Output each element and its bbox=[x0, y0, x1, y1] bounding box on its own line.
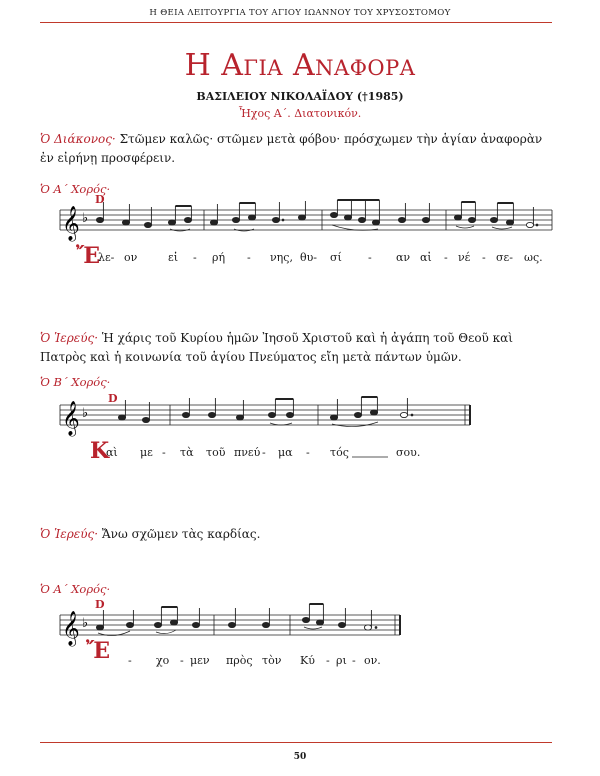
svg-text:-: - bbox=[352, 654, 356, 667]
svg-text:ον.: ον. bbox=[364, 654, 381, 667]
svg-text:Κύ: Κύ bbox=[300, 654, 315, 667]
svg-text:μα: μα bbox=[278, 446, 293, 459]
svg-text:ον: ον bbox=[124, 251, 138, 264]
speaker-label: Ὁ Διάκονος· bbox=[40, 132, 116, 146]
exclamation-text: Στῶμεν καλῶς· στῶμεν μετὰ φόβου· πρόσχωμεν τὴν ἁγίαν ἀναφορὰν ἐν εἰρήνῃ προσφέρειν. bbox=[40, 132, 543, 165]
mode-label: Ἦχος Α΄. Διατονικόν. bbox=[238, 107, 362, 120]
svg-text:-: - bbox=[368, 251, 372, 264]
page-number: 50 bbox=[293, 752, 307, 762]
svg-text:σου.: σου. bbox=[396, 446, 421, 459]
svg-text:μεν: μεν bbox=[190, 654, 210, 667]
svg-text:αἰ: αἰ bbox=[420, 251, 432, 264]
sursum-corda-text: Ἄνω σχῶμεν τὰς καρδίας. bbox=[98, 527, 261, 541]
priest-blessing bbox=[40, 329, 556, 367]
treble-clef-icon: 𝄞 bbox=[62, 611, 80, 646]
svg-text:ως.: ως. bbox=[524, 251, 543, 264]
svg-text:σε-: σε- bbox=[496, 251, 513, 264]
notes-3 bbox=[96, 604, 377, 630]
svg-text:τὰ: τὰ bbox=[180, 446, 194, 459]
drop-cap-1: Ἔ bbox=[76, 243, 101, 269]
svg-text:τός: τός bbox=[330, 446, 349, 459]
staff-1 bbox=[0, 195, 600, 275]
mode-mark: D bbox=[108, 392, 118, 405]
svg-text:αν: αν bbox=[396, 251, 411, 264]
svg-text:τοῦ: τοῦ bbox=[206, 446, 226, 459]
lyrics-3 bbox=[128, 654, 381, 667]
running-header: Η ΘΕΙΑ ΛΕΙΤΟΥΡΓΙΑ ΤΟΥ ΑΓΙΟΥ ΙΩΑΝΝΟΥ ΤΟΥ ΧΡΥΣΟΣΤΟΜΟΥ bbox=[149, 8, 451, 18]
speaker-label: Ὁ Ἱερεύς· bbox=[40, 331, 99, 345]
flat-icon: ♭ bbox=[82, 406, 89, 421]
svg-text:-: - bbox=[180, 654, 184, 667]
svg-text:-: - bbox=[444, 251, 448, 264]
drop-cap-2: Κ bbox=[90, 438, 110, 464]
svg-text:-: - bbox=[482, 251, 486, 264]
speaker-label: Ὁ Ἱερεύς· bbox=[40, 527, 99, 541]
mode-mark: D bbox=[95, 193, 105, 206]
page-title: Η Αγια Αναφορα bbox=[184, 48, 416, 83]
lyrics-1 bbox=[98, 251, 543, 264]
choir-label-3: Ὁ Α΄ Χορός· bbox=[40, 582, 111, 596]
notes-1 bbox=[96, 200, 537, 228]
svg-text:-: - bbox=[193, 251, 197, 264]
flat-icon: ♭ bbox=[82, 616, 89, 631]
svg-text:νέ: νέ bbox=[458, 251, 471, 264]
svg-text:-: - bbox=[162, 446, 166, 459]
footer-rule bbox=[40, 742, 552, 743]
svg-text:θυ-: θυ- bbox=[300, 251, 318, 264]
svg-text:πρὸς: πρὸς bbox=[226, 654, 253, 667]
svg-text:σί: σί bbox=[330, 251, 342, 264]
svg-text:-: - bbox=[262, 446, 266, 459]
svg-text:-: - bbox=[306, 446, 310, 459]
choir-label-1: Ὁ Α΄ Χορός· bbox=[40, 182, 111, 196]
svg-text:χο: χο bbox=[156, 654, 170, 667]
drop-cap-3: Ἔ bbox=[86, 638, 111, 664]
svg-text:με: με bbox=[140, 446, 153, 459]
choir-label-2: Ὁ Β΄ Χορός· bbox=[40, 375, 111, 389]
staff-3 bbox=[0, 600, 600, 680]
composer: ΒΑΣΙΛΕΙΟΥ ΝΙΚΟΛΑΪΔΟΥ (†1985) bbox=[196, 90, 404, 103]
svg-text:τὸν: τὸν bbox=[262, 654, 282, 667]
svg-text:εἰ: εἰ bbox=[168, 251, 179, 264]
treble-clef-icon: 𝄞 bbox=[62, 401, 80, 436]
blessing-text: Ἡ χάρις τοῦ Κυρίου ἡμῶν Ἰησοῦ Χριστοῦ καὶ ἡ ἀγάπη τοῦ Θεοῦ καὶ Πατρὸς καὶ ἡ κοινωνία τοῦ ἁγίου Πνεύματος εἴη μετὰ πάντων ὑμῶν. bbox=[40, 331, 513, 364]
treble-clef-icon: 𝄞 bbox=[62, 206, 80, 241]
svg-text:-: - bbox=[326, 654, 330, 667]
staff-2 bbox=[0, 390, 600, 470]
svg-text:λε-: λε- bbox=[98, 251, 115, 264]
priest-sursum-corda bbox=[40, 525, 556, 544]
svg-text:ρή: ρή bbox=[212, 251, 226, 264]
svg-text:νης,: νης, bbox=[270, 251, 293, 264]
svg-text:-: - bbox=[247, 251, 251, 264]
header-rule bbox=[40, 22, 552, 23]
mode-mark: D bbox=[95, 598, 105, 611]
svg-text:-: - bbox=[128, 654, 132, 667]
svg-text:ρι: ρι bbox=[336, 654, 347, 667]
flat-icon: ♭ bbox=[82, 211, 89, 226]
svg-text:αὶ: αὶ bbox=[106, 446, 118, 459]
svg-text:πνεύ: πνεύ bbox=[234, 446, 261, 459]
deacon-exclamation bbox=[40, 130, 556, 168]
